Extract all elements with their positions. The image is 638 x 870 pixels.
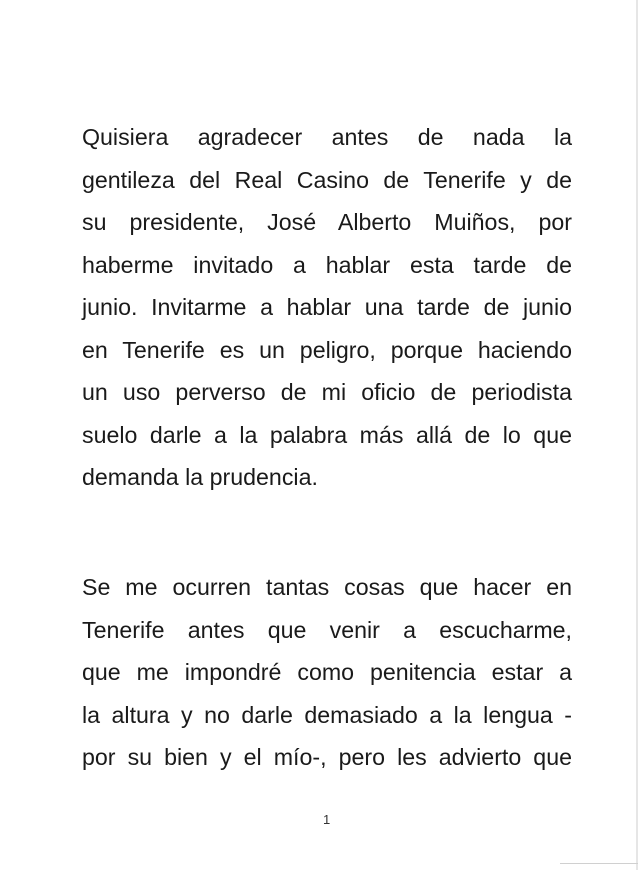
paragraph-2 [82, 566, 572, 779]
text-line: que me impondré como penitencia estar a [82, 659, 572, 685]
scan-bottom-mark [560, 863, 638, 864]
text-line: demanda la prudencia. [82, 464, 318, 490]
text-line: Quisiera agradecer antes de nada la [82, 124, 572, 150]
page-number: 1 [323, 812, 331, 827]
text-line: por su bien y el mío-, pero les advierto que [82, 744, 572, 770]
text-line: gentileza del Real Casino de Tenerife y de [82, 166, 572, 193]
text-line: haberme invitado a hablar esta tarde de [82, 251, 572, 278]
text-line: en Tenerife es un peligro, porque haciendo [82, 336, 572, 363]
text-line: la altura y no darle demasiado a la lengua - [82, 701, 572, 728]
text-line: su presidente, José Alberto Muiños, por [82, 209, 572, 235]
text-line: Tenerife antes que venir a escucharme, [82, 616, 572, 643]
text-line: Se me ocurren tantas cosas que hacer en [82, 574, 572, 600]
text-line: un uso perverso de mi oficio de periodista [82, 379, 572, 405]
text-line: suelo darle a la palabra más allá de lo que [82, 421, 572, 448]
paragraph-1 [82, 116, 572, 499]
text-line: junio. Invitarme a hablar una tarde de junio [82, 294, 572, 320]
